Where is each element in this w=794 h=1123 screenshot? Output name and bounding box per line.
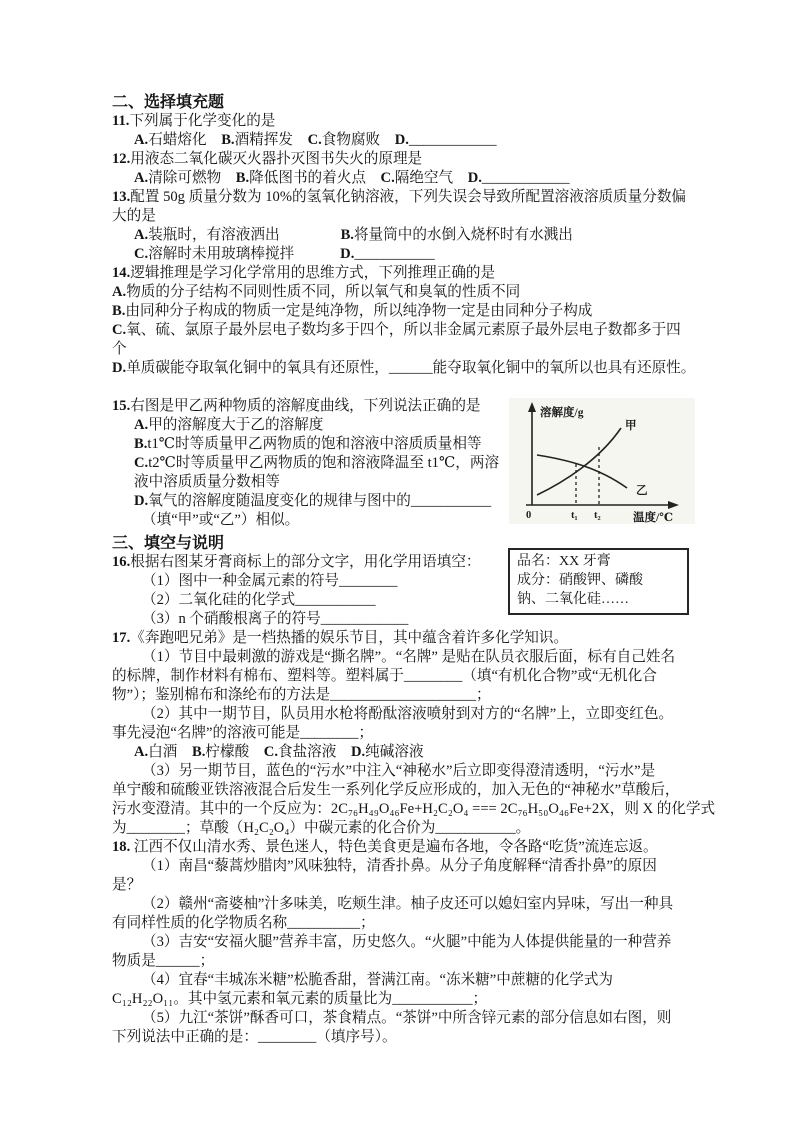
bold-label: 三、填空与说明 (112, 535, 225, 552)
text-line (112, 169, 794, 188)
text-line (112, 971, 794, 990)
tab-space (294, 257, 340, 258)
bold-label: C. (307, 132, 322, 148)
text-line (112, 648, 794, 667)
text-run: C₁₂H₂₂O₁₁。其中氢元素和氧元素的质量比为___________； (112, 991, 488, 1007)
section-heading (112, 534, 794, 553)
y-axis-label: 溶解度/g (540, 407, 584, 419)
text-line (112, 705, 794, 724)
bold-label: B. (340, 227, 354, 243)
text-line (112, 226, 794, 245)
text-run: 白酒 (148, 744, 192, 760)
text-line (112, 819, 794, 838)
text-run: 为________；草酸（H₂C₂O₄）中碳元素的化合价为___________。 (112, 820, 531, 836)
text-line (112, 112, 794, 131)
text-line (112, 302, 794, 321)
text-run: 食盐溶液 (277, 744, 351, 760)
text-run: 氧、硫、氯原子最外层电子数均多于四个，所以非金属元素原子最外层电子数都多于四 (126, 322, 681, 338)
bold-label: A. (134, 132, 149, 148)
bold-label: 18. (112, 839, 131, 855)
text-line (112, 340, 794, 359)
text-line (112, 1009, 794, 1028)
text-run: 酒精挥发 (234, 132, 308, 148)
section-fill-explain-heading (112, 530, 794, 553)
t1-tick-label: t₁ (571, 510, 578, 521)
text-run: 柠檬酸 (205, 744, 264, 760)
text-run: 单质碳能夺取氧化铜中的氧具有还原性，______能夺取氧化铜中的氧所以也具有还原性。 (126, 360, 696, 376)
curve-yi (537, 455, 627, 488)
bold-label: 14. (112, 265, 131, 281)
text-run: 配置 50g 质量分数为 10%的氢氧化钠溶液，下列失误会导致所配置溶液溶质质量分数偏 (130, 189, 687, 205)
bold-label: D. (134, 493, 149, 509)
text-run: 根据右图某牙膏商标上的部分文字，用化学用语填空： (130, 554, 481, 570)
text-run: ____________ (408, 132, 497, 148)
text-run: 污水变澄清。其中的一个反应为：2C₇₆H₄₉O₄₆Fe+H₂C₂O₄ === 2C₇₆H₅₀O₄₆Fe+2X，则 X 的化学式 (112, 801, 716, 817)
text-line (112, 245, 794, 264)
text-run: 隔绝空气 (394, 170, 468, 186)
text-line (112, 990, 794, 1009)
curve-jia-label: 甲 (625, 420, 637, 432)
text-line (112, 553, 794, 572)
text-line (112, 150, 794, 169)
text-line (112, 876, 794, 895)
tab-space (280, 238, 341, 239)
text-line (112, 724, 794, 743)
text-line (112, 800, 794, 819)
solubility-chart-svg (509, 398, 695, 524)
text-run: 右图是甲乙两种物质的溶解度曲线，下列说法正确的是 (130, 398, 481, 414)
text-run: 降低图书的着火点 (249, 170, 381, 186)
text-run: （5）九江“茶饼”酥香可口，茶食精点。“茶饼”中所含锌元素的部分信息如右图，则 (142, 1010, 672, 1026)
bold-label: B. (235, 170, 250, 186)
text-run: 大的是 (112, 208, 156, 224)
text-run: （1）节目中最刺激的游戏是“撕名牌”。“名牌” 是贴在队员衣服后面，标有自己姓名 (142, 649, 676, 665)
bold-label: A. (134, 227, 149, 243)
text-run: 将量筒中的水倒入烧杯时有水溅出 (353, 227, 573, 243)
bold-label: B. (221, 132, 235, 148)
bold-label: 17. (112, 630, 131, 646)
bold-label: B. (192, 744, 206, 760)
section-choice-fill-questions (112, 93, 794, 397)
text-run: 用液态二氧化碳灭火器扑灭图书失火的原理是 (130, 151, 423, 167)
bold-label: 11. (112, 113, 130, 129)
text-line (112, 686, 794, 705)
text-line (112, 838, 794, 857)
text-line (112, 743, 794, 762)
text-line (112, 762, 794, 781)
text-line (112, 914, 794, 933)
bold-label: 13. (112, 189, 131, 205)
text-run: 的标牌，制作材料有棉布、塑料等。塑料属于________（填“有机化合物”或“无机化合 (112, 668, 657, 684)
t2-tick-label: t₂ (594, 510, 601, 521)
text-run: 事先浸泡“名牌”的溶液可能是________； (112, 725, 374, 741)
text-line (112, 321, 794, 340)
text-run: 装瓶时，有溶液洒出 (148, 227, 280, 243)
text-run: （3）另一期节目，蓝色的“污水”中注入“神秘水”后立即变得澄清透明，“污水”是 (142, 763, 656, 779)
bold-label: D. (394, 132, 409, 148)
bold-label: 16. (112, 554, 131, 570)
bold-label: 15. (112, 398, 131, 414)
text-run: （2）二氧化硅的化学式___________ (142, 592, 376, 608)
text-run: （3）吉安“安福火腿”营养丰富，历史悠久。“火腿”中能为人体提供能量的一种营养 (142, 934, 672, 950)
text-line (112, 781, 794, 800)
text-run: 有同样性质的化学物质名称__________； (112, 915, 375, 931)
text-run: 《奔跑吧兄弟》是一档热播的娱乐节目，其中蕴含着许多化学知识。 (130, 630, 569, 646)
x-axis-label: 温度/℃ (633, 512, 673, 524)
text-run: 江西不仅山清水秀、景色迷人，特色美食更是遍布各地，令各路“吃货”流连忘返。 (130, 839, 658, 855)
text-line (112, 667, 794, 686)
text-run: 纯碱溶液 (365, 744, 424, 760)
text-run: （1）南昌“藜蒿炒腊肉”风味独特，清香扑鼻。从分子角度解释“清香扑鼻”的原因 (142, 858, 657, 874)
text-run: （4）宜春“丰城冻米糖”松脆香甜，誉满江南。“冻米糖”中蔗糖的化学式为 (142, 972, 614, 988)
x-axis-arrow-icon (668, 501, 679, 509)
question-16-text (112, 553, 794, 629)
text-line (112, 610, 794, 629)
solubility-chart (509, 398, 695, 524)
text-line (112, 952, 794, 971)
bold-label: C. (263, 744, 278, 760)
text-run: 清除可燃物 (148, 170, 236, 186)
question-16-block (112, 553, 794, 629)
text-line (112, 857, 794, 876)
text-line (112, 359, 794, 378)
text-run: 物质的分子结构不同则性质不同，所以氧气和臭氧的性质不同 (126, 284, 521, 300)
bold-label: B. (134, 436, 148, 452)
text-line (112, 591, 794, 610)
text-run: 逻辑推理是学习化学常用的思维方式，下列推理正确的是 (130, 265, 496, 281)
text-run: 由同种分子构成的物质一定是纯净物，所以纯净物一定是由同种分子构成 (125, 303, 593, 319)
text-run: （填“甲”或“乙”）相似。 (142, 512, 300, 528)
text-run: （3）n 个硝酸根离子的符号____________ (142, 611, 409, 627)
bold-label: 12. (112, 151, 131, 167)
text-run: 氧气的溶解度随温度变化的规律与图中的___________ (148, 493, 492, 509)
text-run: 物质是______； (112, 953, 215, 969)
text-run: （1）图中一种金属元素的符号________ (142, 573, 398, 589)
text-run: 单宁酸和硫酸亚铁溶液混合后发生一系列化学反应形成的，加入无色的“神秘水”草酸后， (112, 782, 680, 798)
bold-label: D. (340, 246, 355, 262)
bold-label: A. (134, 170, 149, 186)
text-run: t2℃时等质量甲乙两物质的饱和溶液降温至 t1℃，两溶 (148, 455, 500, 471)
bold-label: A. (134, 417, 149, 433)
bold-label: D. (350, 744, 366, 760)
bold-label: A. (134, 744, 149, 760)
text-run: ____________ (481, 170, 570, 186)
text-run: （2）赣州“斋婆柚”汁多味美，吃颊生津。柚子皮还可以媳妇室内异味，写出一种具 (142, 896, 674, 912)
text-line (112, 131, 794, 150)
text-line (112, 188, 794, 207)
text-run: 溶解时未用玻璃棒搅拌 (148, 246, 295, 262)
question-15-block (112, 397, 794, 530)
text-run: 物”）；鉴别棉布和涤纶布的方法是____________________； (112, 687, 491, 703)
text-run: 下列属于化学变化的是 (129, 113, 276, 129)
text-run: 液中溶质质量分数相等 (134, 474, 280, 490)
origin-tick-label: 0 (526, 510, 532, 521)
toothpaste-product-name: 品名：XX 牙膏 (517, 554, 611, 569)
bold-label: D. (112, 360, 127, 376)
bold-label: A. (112, 284, 127, 300)
text-line (112, 895, 794, 914)
text-run: 个 (112, 341, 127, 357)
bold-label: 二、选择填充题 (112, 94, 225, 111)
text-run: t1℃时等质量甲乙两物质的饱和溶液中溶质质量相等 (147, 436, 482, 452)
text-line (112, 572, 794, 591)
text-run: （2）其中一期节目，队员用水枪将酚酞溶液喷射到对方的“名牌”上，立即变红色。 (142, 706, 674, 722)
bold-label: B. (112, 303, 126, 319)
text-line (112, 933, 794, 952)
toothpaste-label-box (508, 548, 689, 615)
bold-label: D. (467, 170, 482, 186)
bold-label: C. (380, 170, 395, 186)
text-line (112, 264, 794, 283)
text-line (112, 207, 794, 226)
text-line (112, 283, 794, 302)
text-run: ___________ (354, 246, 435, 262)
curve-jia (537, 428, 621, 495)
text-run: 是？ (112, 877, 142, 893)
section-heading (112, 93, 794, 112)
bold-label: C. (112, 322, 127, 338)
text-run: 石蜡熔化 (148, 132, 222, 148)
text-line (112, 629, 794, 648)
bold-label: C. (134, 246, 149, 262)
curve-yi-label: 乙 (636, 485, 648, 497)
toothpaste-ingredients-line1: 成分：硝酸钾、磷酸 (517, 573, 643, 588)
line-spacer (112, 378, 794, 397)
questions-17-18-block (112, 629, 794, 1047)
toothpaste-ingredients-line2: 钠、二氧化硅…… (517, 592, 629, 607)
y-axis-arrow-icon (528, 402, 536, 412)
text-line (112, 1028, 794, 1047)
bold-label: C. (134, 455, 149, 471)
text-run: 下列说法中正确的是：________（填序号）。 (112, 1029, 397, 1045)
text-run: 食物腐败 (321, 132, 395, 148)
text-run: 甲的溶解度大于乙的溶解度 (148, 417, 324, 433)
